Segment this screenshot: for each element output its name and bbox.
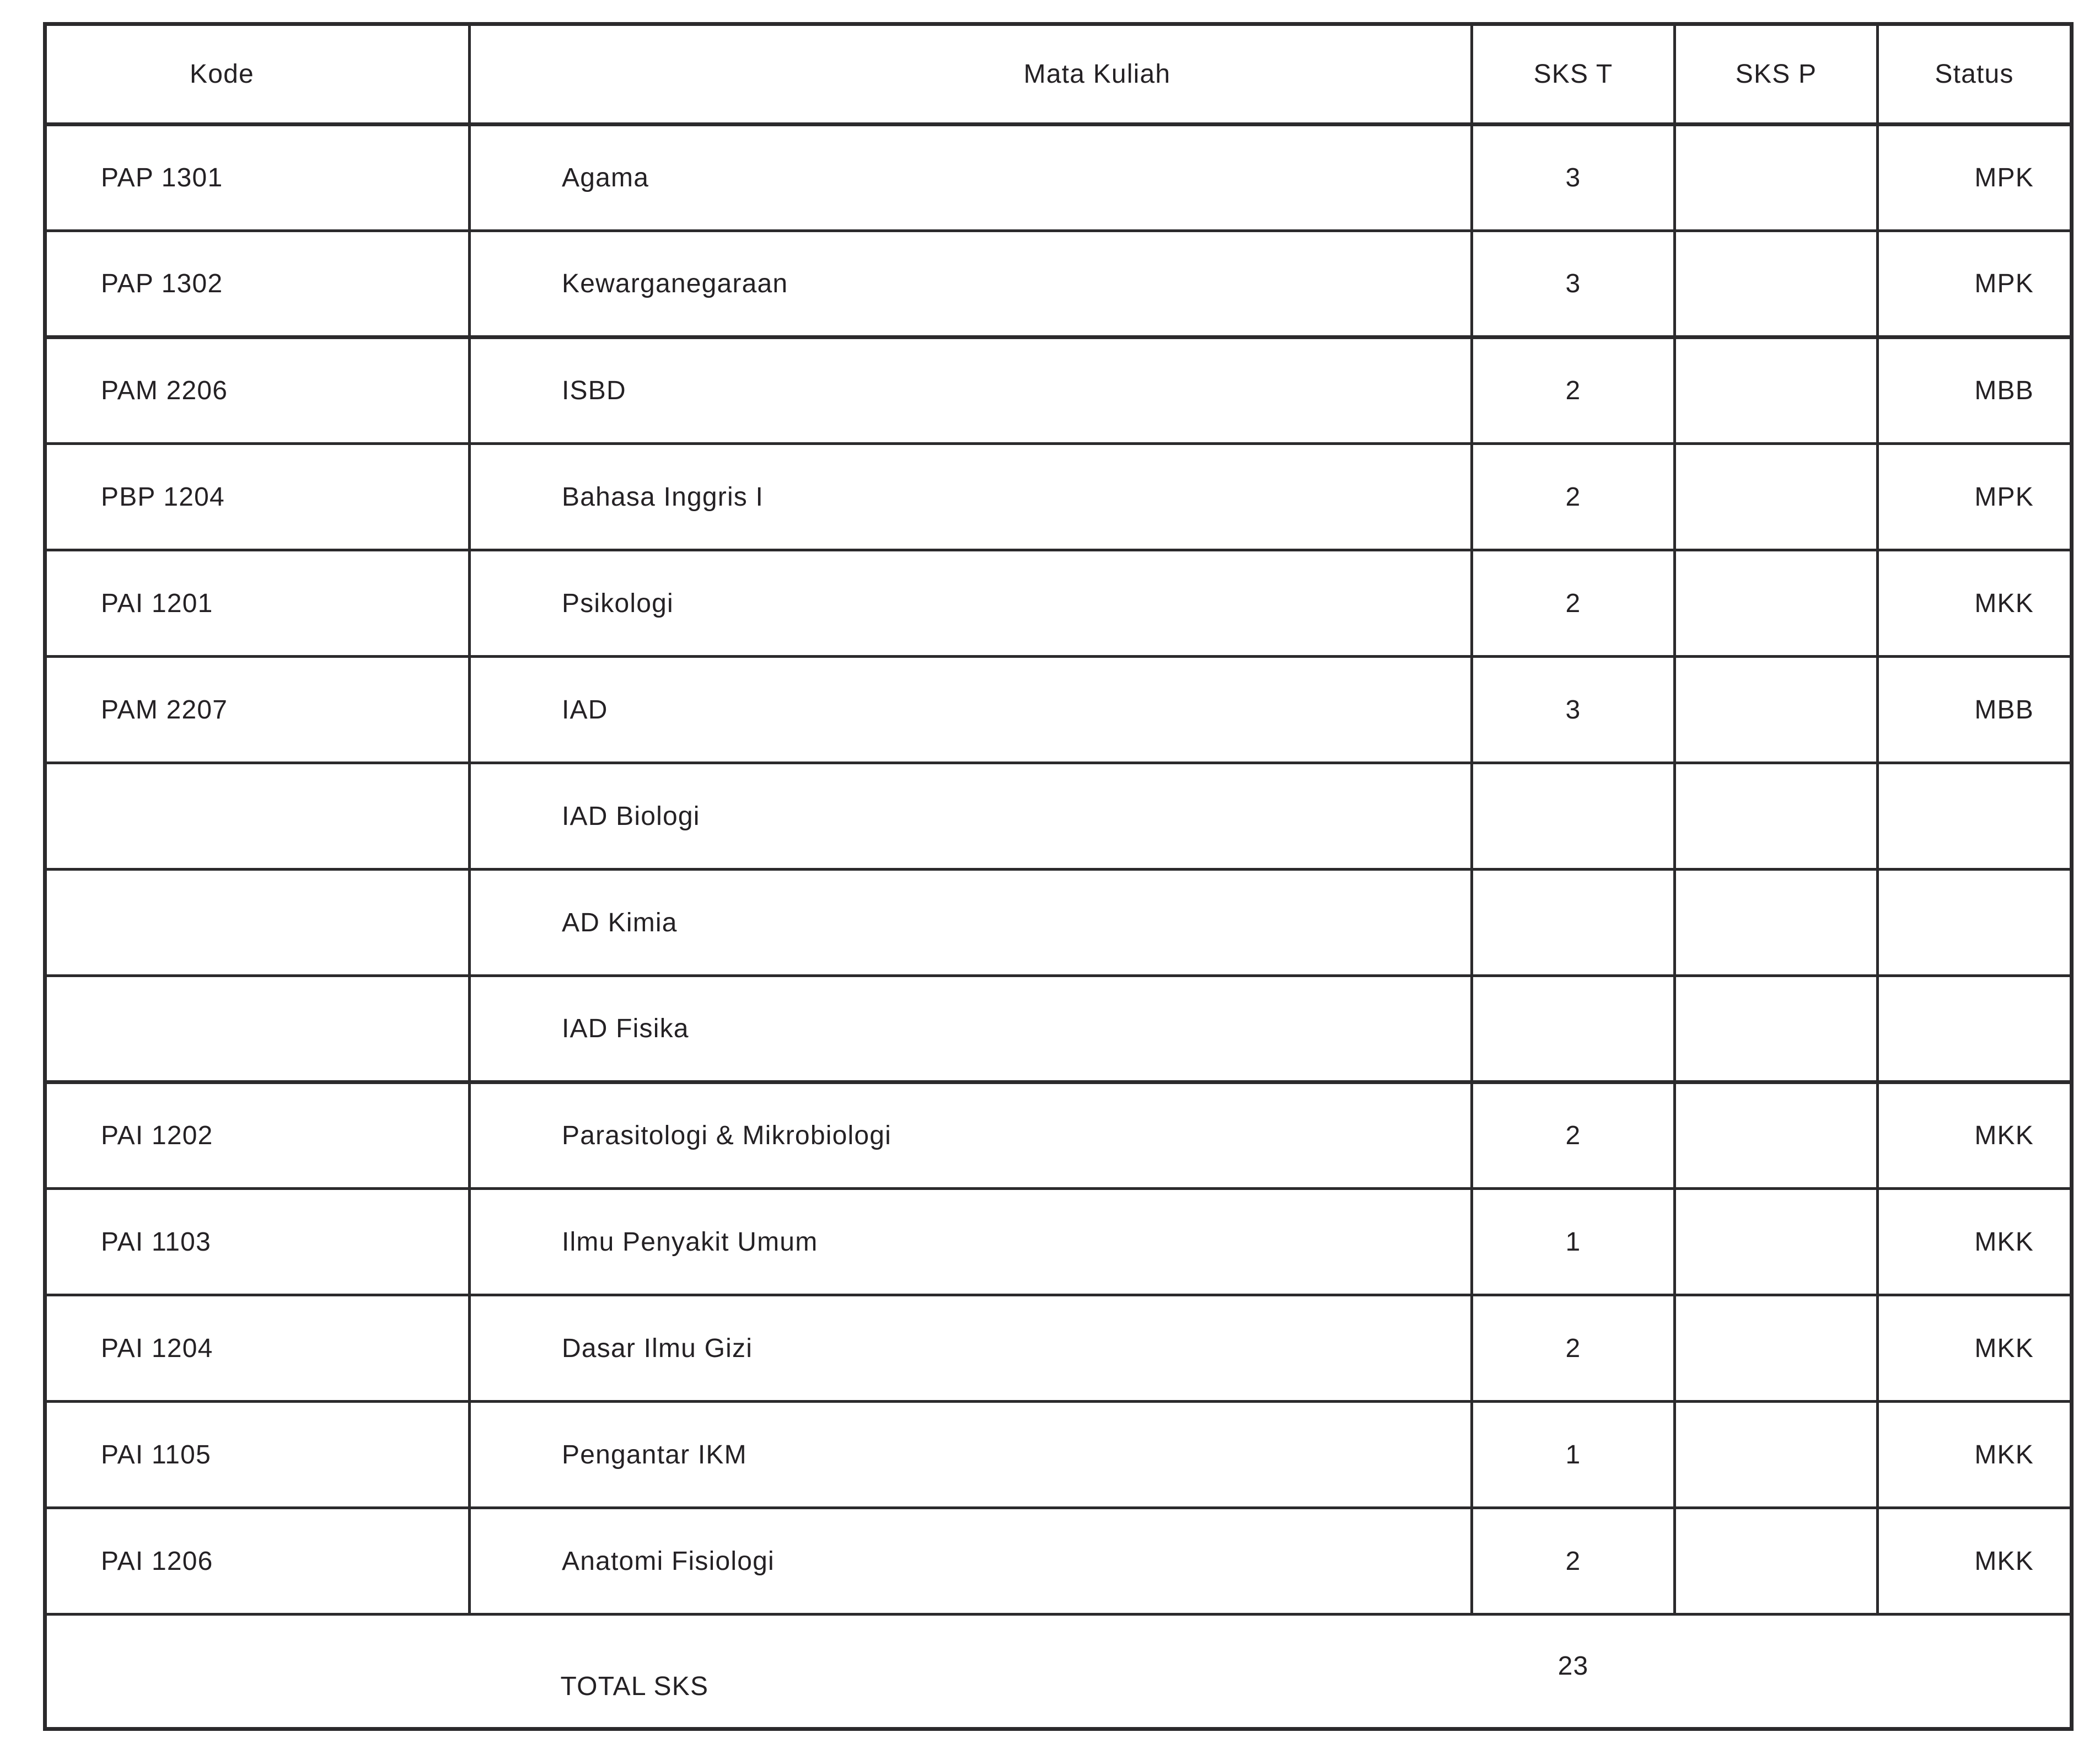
cell-sks-t: 1 <box>1472 1402 1675 1508</box>
cell-kode: PAI 1105 <box>45 1402 470 1508</box>
cell-sks-p <box>1675 763 1878 870</box>
total-empty-kode <box>45 1615 470 1729</box>
cell-status: MKK <box>1878 1082 2072 1189</box>
cell-mata-kuliah: IAD Biologi <box>470 763 1472 870</box>
cell-status: MKK <box>1878 1189 2072 1295</box>
cell-kode: PAI 1206 <box>45 1508 470 1615</box>
total-empty-status <box>1878 1615 2072 1729</box>
cell-status: MKK <box>1878 1402 2072 1508</box>
cell-mata-kuliah: Bahasa Inggris I <box>470 444 1472 550</box>
table-row <box>45 550 2072 657</box>
cell-sks-t: 3 <box>1472 231 1675 337</box>
cell-sks-p <box>1675 657 1878 763</box>
cell-kode: PAI 1202 <box>45 1082 470 1189</box>
cell-sks-t: 2 <box>1472 1082 1675 1189</box>
cell-sks-p <box>1675 550 1878 657</box>
cell-status: MPK <box>1878 125 2072 231</box>
cell-sks-t: 2 <box>1472 1295 1675 1402</box>
cell-kode: PAP 1302 <box>45 231 470 337</box>
cell-status: MKK <box>1878 1508 2072 1615</box>
table-row <box>45 1082 2072 1189</box>
cell-sks-t: 2 <box>1472 337 1675 444</box>
cell-status <box>1878 976 2072 1082</box>
total-label: TOTAL SKS <box>470 1615 1472 1729</box>
cell-status <box>1878 763 2072 870</box>
cell-status: MPK <box>1878 231 2072 337</box>
cell-sks-p <box>1675 444 1878 550</box>
cell-kode <box>45 976 470 1082</box>
cell-sks-t: 3 <box>1472 657 1675 763</box>
cell-kode: PAI 1204 <box>45 1295 470 1402</box>
total-sks-value: 23 <box>1472 1615 1675 1729</box>
table-row <box>45 231 2072 337</box>
table-row <box>45 125 2072 231</box>
cell-sks-p <box>1675 337 1878 444</box>
cell-mata-kuliah: Parasitologi & Mikrobiologi <box>470 1082 1472 1189</box>
cell-kode: PBP 1204 <box>45 444 470 550</box>
cell-sks-p <box>1675 1295 1878 1402</box>
cell-mata-kuliah: Pengantar IKM <box>470 1402 1472 1508</box>
cell-sks-p <box>1675 231 1878 337</box>
table-row <box>45 1295 2072 1402</box>
cell-kode: PAI 1103 <box>45 1189 470 1295</box>
column-header-sks-t: SKS T <box>1472 24 1675 125</box>
cell-sks-p <box>1675 1402 1878 1508</box>
cell-sks-t: 2 <box>1472 550 1675 657</box>
column-header-kode: Kode <box>45 24 470 125</box>
cell-kode: PAM 2206 <box>45 337 470 444</box>
cell-kode: PAI 1201 <box>45 550 470 657</box>
table-row <box>45 976 2072 1082</box>
total-row <box>45 1615 2072 1729</box>
cell-kode <box>45 870 470 976</box>
cell-mata-kuliah: IAD Fisika <box>470 976 1472 1082</box>
course-table <box>43 22 2074 1731</box>
cell-sks-p <box>1675 1189 1878 1295</box>
cell-sks-t: 1 <box>1472 1189 1675 1295</box>
header-row <box>45 24 2072 125</box>
table-row <box>45 444 2072 550</box>
column-header-sks-p: SKS P <box>1675 24 1878 125</box>
cell-status: MKK <box>1878 550 2072 657</box>
cell-sks-t: 2 <box>1472 444 1675 550</box>
cell-sks-p <box>1675 125 1878 231</box>
cell-status <box>1878 870 2072 976</box>
table-row <box>45 763 2072 870</box>
cell-kode: PAM 2207 <box>45 657 470 763</box>
table-row <box>45 870 2072 976</box>
column-header-status: Status <box>1878 24 2072 125</box>
column-header-mata-kuliah: Mata Kuliah <box>470 24 1472 125</box>
cell-status: MPK <box>1878 444 2072 550</box>
cell-status: MBB <box>1878 337 2072 444</box>
cell-sks-p <box>1675 870 1878 976</box>
table-row <box>45 1189 2072 1295</box>
cell-sks-p <box>1675 1082 1878 1189</box>
cell-sks-p <box>1675 976 1878 1082</box>
table-row <box>45 1508 2072 1615</box>
cell-sks-t <box>1472 976 1675 1082</box>
table-row <box>45 1402 2072 1508</box>
table-row <box>45 657 2072 763</box>
total-empty-sks-p <box>1675 1615 1878 1729</box>
cell-mata-kuliah: Dasar Ilmu Gizi <box>470 1295 1472 1402</box>
cell-sks-t: 3 <box>1472 125 1675 231</box>
cell-sks-t <box>1472 870 1675 976</box>
cell-sks-p <box>1675 1508 1878 1615</box>
cell-sks-t: 2 <box>1472 1508 1675 1615</box>
cell-kode <box>45 763 470 870</box>
cell-status: MBB <box>1878 657 2072 763</box>
cell-sks-t <box>1472 763 1675 870</box>
cell-status: MKK <box>1878 1295 2072 1402</box>
cell-mata-kuliah: Agama <box>470 125 1472 231</box>
cell-mata-kuliah: Ilmu Penyakit Umum <box>470 1189 1472 1295</box>
table-row <box>45 337 2072 444</box>
cell-mata-kuliah: IAD <box>470 657 1472 763</box>
cell-mata-kuliah: Psikologi <box>470 550 1472 657</box>
cell-mata-kuliah: ISBD <box>470 337 1472 444</box>
cell-mata-kuliah: AD Kimia <box>470 870 1472 976</box>
cell-mata-kuliah: Anatomi Fisiologi <box>470 1508 1472 1615</box>
cell-mata-kuliah: Kewarganegaraan <box>470 231 1472 337</box>
cell-kode: PAP 1301 <box>45 125 470 231</box>
